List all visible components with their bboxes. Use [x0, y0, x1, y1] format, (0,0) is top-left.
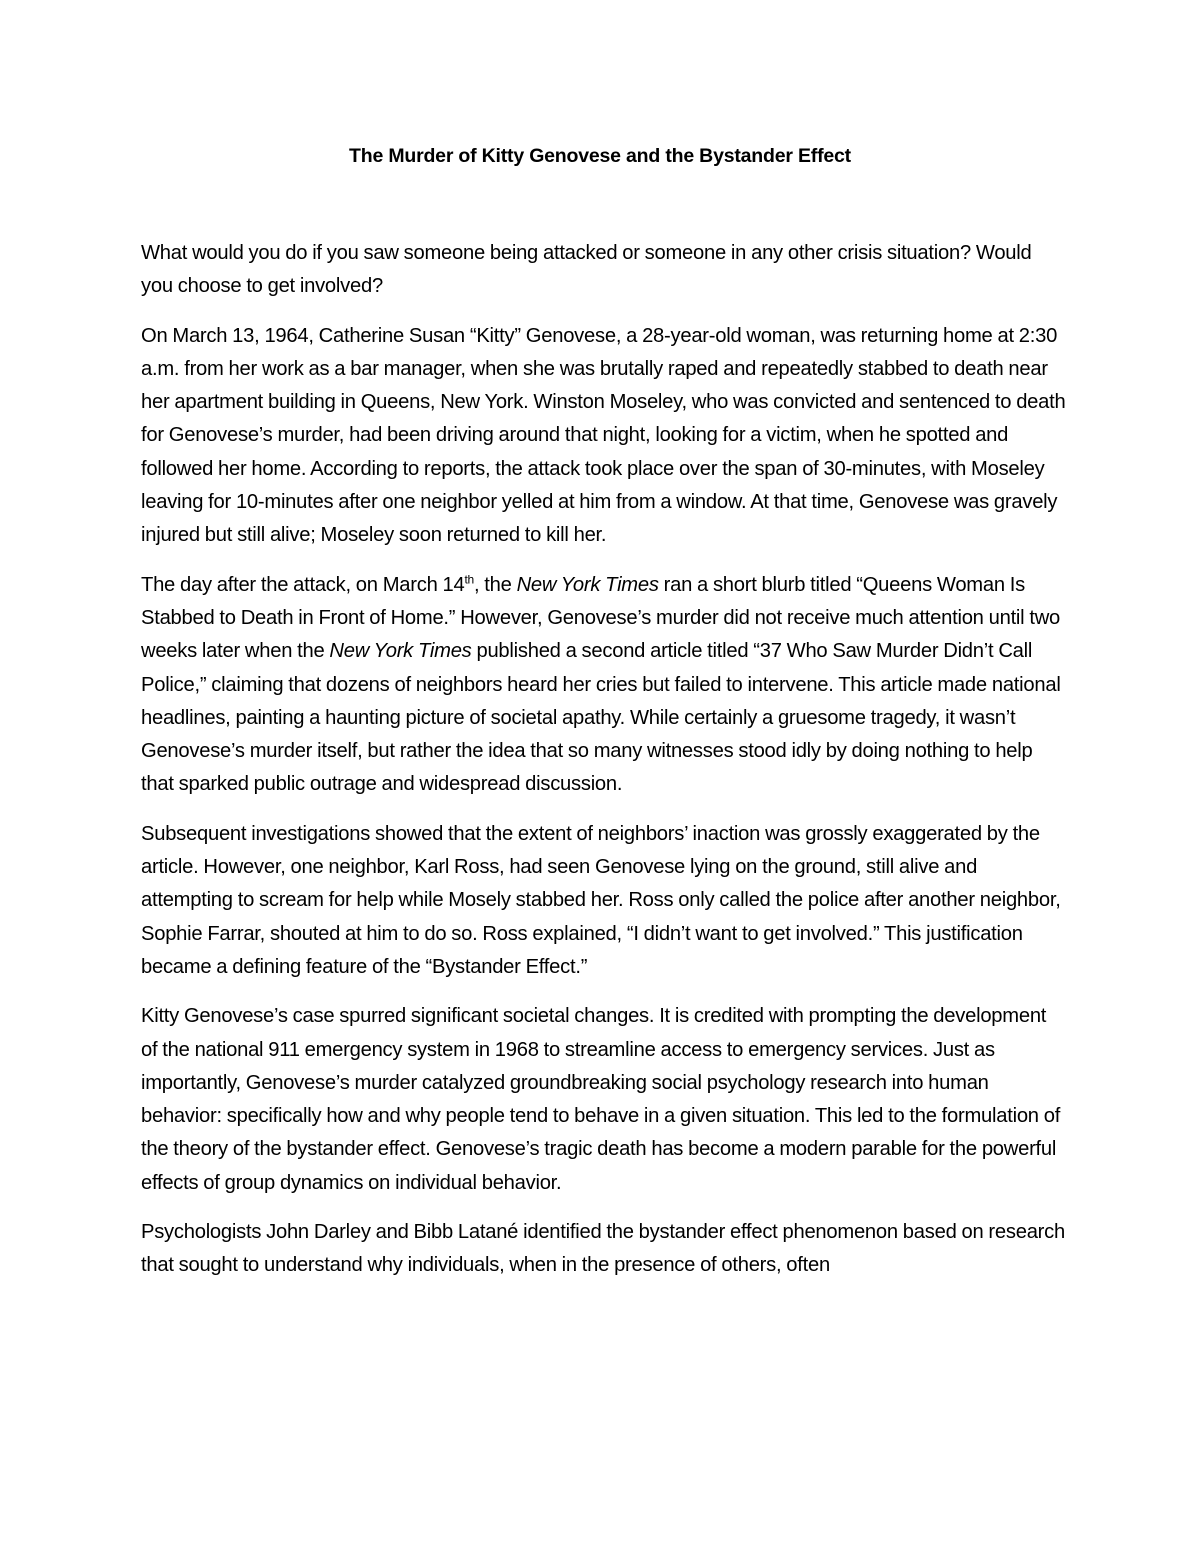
newspaper-name: New York Times — [329, 640, 472, 663]
text-run: ran a short blurb titled “Queens Woman Is Stabbed to Death in Front of Home.” However, Genovese’s murder did not receive much attention until two weeks later when the — [141, 573, 1061, 663]
text-run: The day after the attack, on March 14 — [141, 573, 465, 596]
document-body — [141, 237, 1066, 1299]
paragraph-psychologists: Psychologists John Darley and Bibb Latané identified the bystander effect phenomenon based on research that sought to understand why individuals, when in the presence of others, often — [141, 1221, 1065, 1277]
paragraph-investigations: Subsequent investigations showed that the extent of neighbors’ inaction was grossly exaggerated by the article. However, one neighbor, Karl Ross, had seen Genovese lying on the ground, still alive and attempting to scream for help while Mosely stabbed her. Ross only called the police after another neighbor, Sophie Farrar, shouted at him to do so. Ross explained, “I didn’t want to get involved.” This justification became a defining feature of the “Bystander Effect.” — [141, 822, 1061, 978]
superscript-ordinal: th — [464, 571, 474, 586]
paragraph-societal-changes: Kitty Genovese’s case spurred significant societal changes. It is credited with prompting the development of the national 911 emergency system in 1968 to streamline access to emergency services. Just as importantly, Genovese’s murder catalyzed groundbreaking social psychology research into human behavior: specifically how and why people tend to behave in a given situation. This led to the formulation of the theory of the bystander effect. Genovese’s tragic death has become a modern parable for the powerful effects of group dynamics on individual behavior. — [141, 1005, 1061, 1194]
newspaper-name: New York Times — [516, 573, 659, 596]
paragraph-attack-account: On March 13, 1964, Catherine Susan “Kitty” Genovese, a 28-year-old woman, was returning home at 2:30 a.m. from her work as a bar manager, when she was brutally raped and repeatedly stabbed to death near her apartment building in Queens, New York. Winston Moseley, who was convicted and sentenced to death for Genovese’s murder, had been driving around that night, looking for a victim, when he spotted and followed her home. According to reports, the attack took place over the span of 30-minutes, with Moseley leaving for 10-minutes after one neighbor yelled at him from a window. At that time, Genovese was gravely injured but still alive; Moseley soon returned to kill her. — [141, 324, 1066, 547]
paragraph-intro: What would you do if you saw someone being attacked or someone in any other crisis situation? Would you choose to get involved? — [141, 242, 1032, 298]
text-run: , the — [473, 573, 517, 596]
paragraph-media-coverage — [141, 569, 1066, 802]
text-run: published a second article titled “37 Who Saw Murder Didn’t Call Police,” claiming that dozens of neighbors heard her cries but failed to intervene. This article made national headlines, painting a haunting picture of societal apathy. While certainly a gruesome tragedy, it wasn’t Genovese’s murder itself, but rather the idea that so many witnesses stood idly by doing nothing to help that sparked public outrage and widespread discussion. — [141, 640, 1061, 796]
document-title: The Murder of Kitty Genovese and the Bystander Effect — [349, 145, 851, 167]
